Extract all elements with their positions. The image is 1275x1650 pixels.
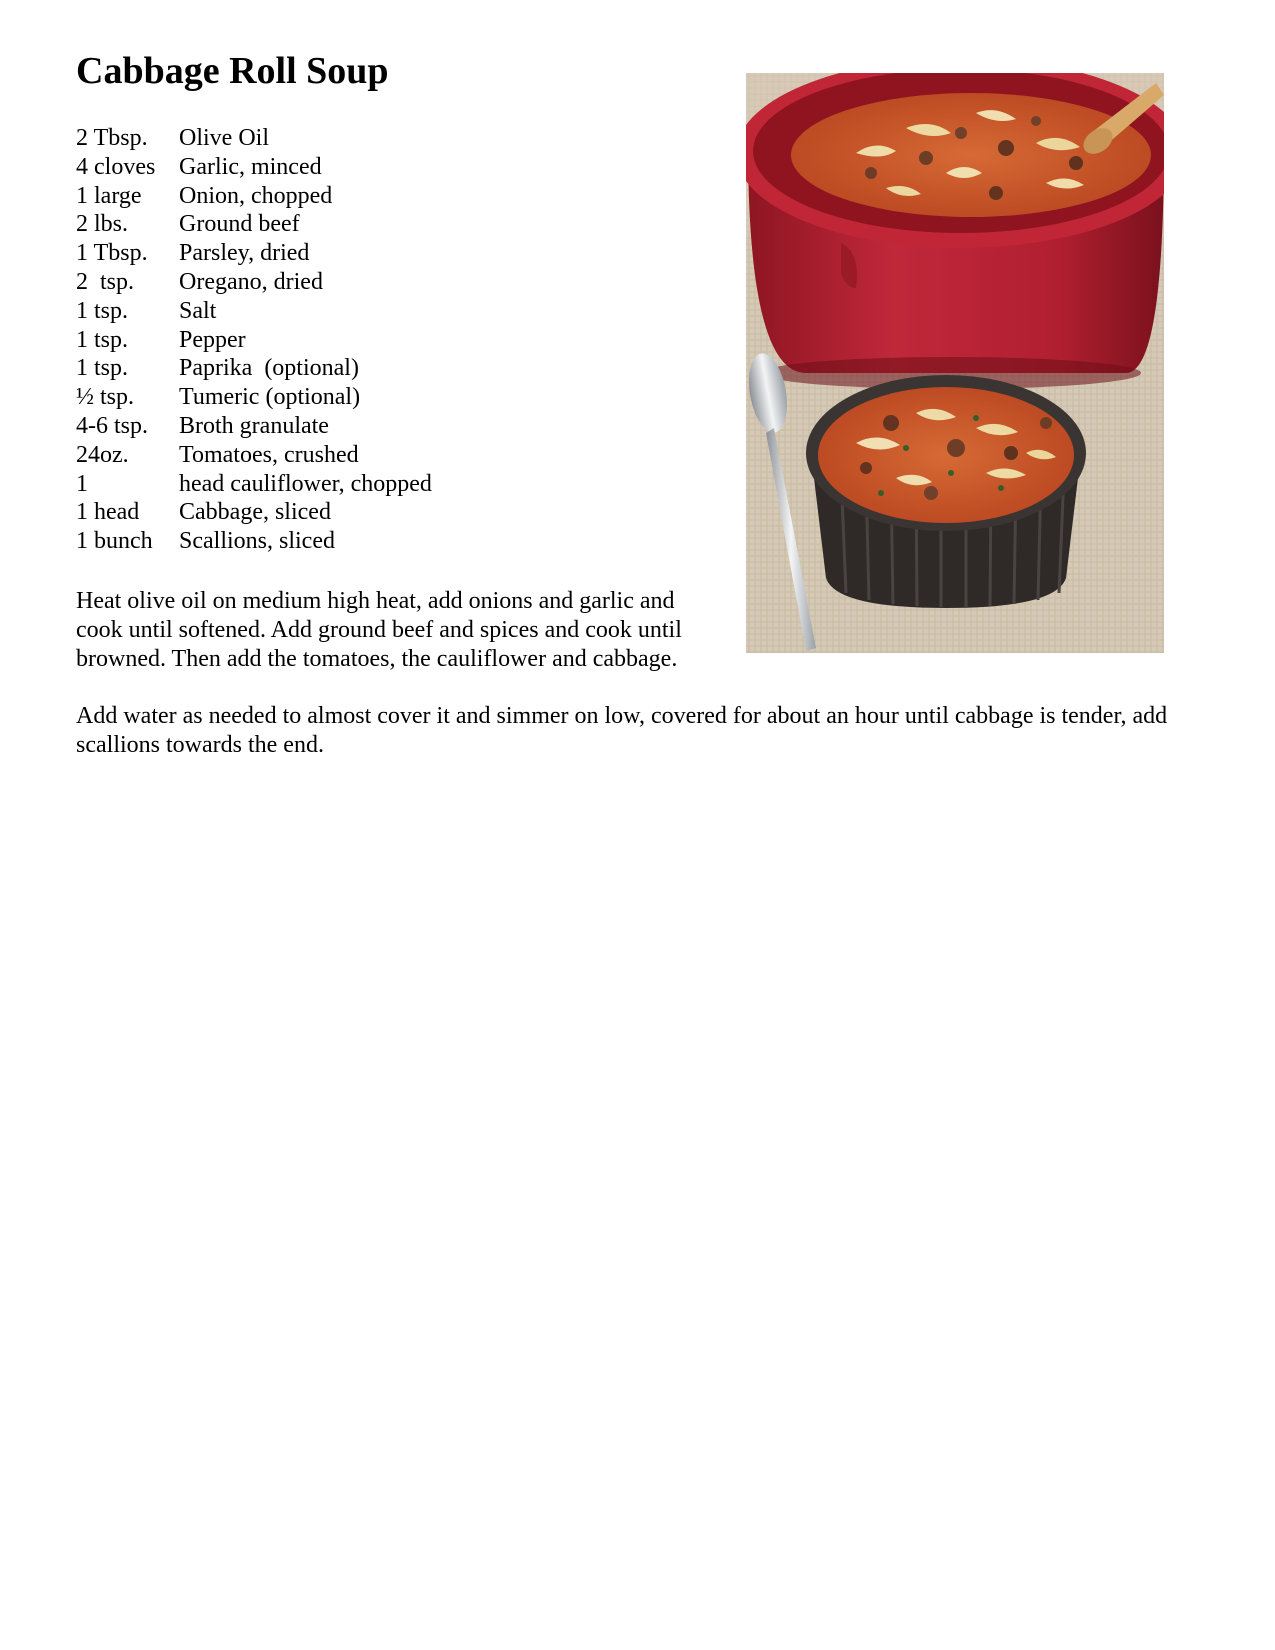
ingredient-name: Salt bbox=[179, 297, 217, 324]
ingredient-row bbox=[76, 326, 676, 355]
ingredient-name: Olive Oil bbox=[179, 125, 269, 151]
ingredient-quantity: 1 large bbox=[76, 182, 142, 209]
ingredient-quantity: 2 Tbsp. bbox=[76, 125, 148, 151]
ingredient-quantity: 1 head bbox=[76, 499, 140, 526]
ingredient-name: Parsley, dried bbox=[179, 240, 310, 267]
ingredient-quantity: 1 tsp. bbox=[76, 297, 129, 324]
red-slow-cooker bbox=[746, 73, 1164, 389]
ingredient-quantity: 1 bbox=[76, 470, 88, 497]
ingredient-row bbox=[76, 412, 676, 441]
ingredient-row bbox=[76, 239, 676, 268]
ingredient-row bbox=[76, 210, 676, 239]
recipe-title: Cabbage Roll Soup bbox=[76, 50, 389, 92]
ingredient-row bbox=[76, 527, 676, 556]
ingredient-row bbox=[76, 470, 676, 499]
ingredient-row bbox=[76, 354, 676, 383]
ingredient-row bbox=[76, 153, 676, 182]
ingredient-name: Onion, chopped bbox=[179, 182, 333, 209]
dark-ramekin bbox=[806, 375, 1086, 608]
ingredient-row bbox=[76, 441, 676, 470]
ingredient-name: Broth granulate bbox=[179, 412, 329, 439]
ingredient-quantity: 1 tsp. bbox=[76, 326, 129, 353]
ingredient-row bbox=[76, 268, 676, 297]
instructions-paragraph: Add water as needed to almost cover it and simmer on low, covered for about an hour until cabbage is tender, add scallions towards the end. bbox=[76, 703, 1168, 758]
ingredient-list bbox=[76, 124, 676, 556]
ingredient-row bbox=[76, 297, 676, 326]
ingredient-quantity: 1 Tbsp. bbox=[76, 240, 148, 267]
ingredient-name: Garlic, minced bbox=[179, 153, 322, 180]
soup-photo bbox=[746, 73, 1164, 653]
ingredient-row bbox=[76, 498, 676, 527]
ingredient-name: Scallions, sliced bbox=[179, 528, 335, 555]
ingredient-quantity: 4 cloves bbox=[76, 153, 156, 180]
ingredient-name: head cauliflower, chopped bbox=[179, 470, 432, 497]
ingredient-name: Ground beef bbox=[179, 211, 300, 238]
ingredient-name: Cabbage, sliced bbox=[179, 499, 331, 526]
ingredient-name: Paprika (optional) bbox=[179, 355, 359, 382]
ingredient-name: Tomatoes, crushed bbox=[179, 441, 359, 468]
ingredient-row bbox=[76, 182, 676, 211]
ingredient-quantity: 1 bunch bbox=[76, 528, 153, 555]
ingredient-name: Tumeric (optional) bbox=[179, 384, 361, 411]
ingredient-name: Oregano, dried bbox=[179, 268, 323, 295]
ingredient-quantity: 2 tsp. bbox=[76, 268, 135, 295]
instructions-paragraph: Heat olive oil on medium high heat, add onions and garlic and cook until softened. Add ground beef and spices and cook until browned. Then add the tomatoes, the cauliflower and cabbage. bbox=[76, 588, 682, 672]
ingredient-row bbox=[76, 124, 676, 153]
ingredient-quantity: 4-6 tsp. bbox=[76, 412, 148, 439]
soup-photo-illustration bbox=[746, 73, 1164, 653]
ingredient-quantity: 24oz. bbox=[76, 441, 129, 468]
ingredient-row bbox=[76, 383, 676, 412]
ingredient-name: Pepper bbox=[179, 326, 246, 353]
ingredient-quantity: 1 tsp. bbox=[76, 355, 129, 382]
ingredient-quantity: ½ tsp. bbox=[76, 384, 135, 411]
ingredient-quantity: 2 lbs. bbox=[76, 211, 129, 238]
